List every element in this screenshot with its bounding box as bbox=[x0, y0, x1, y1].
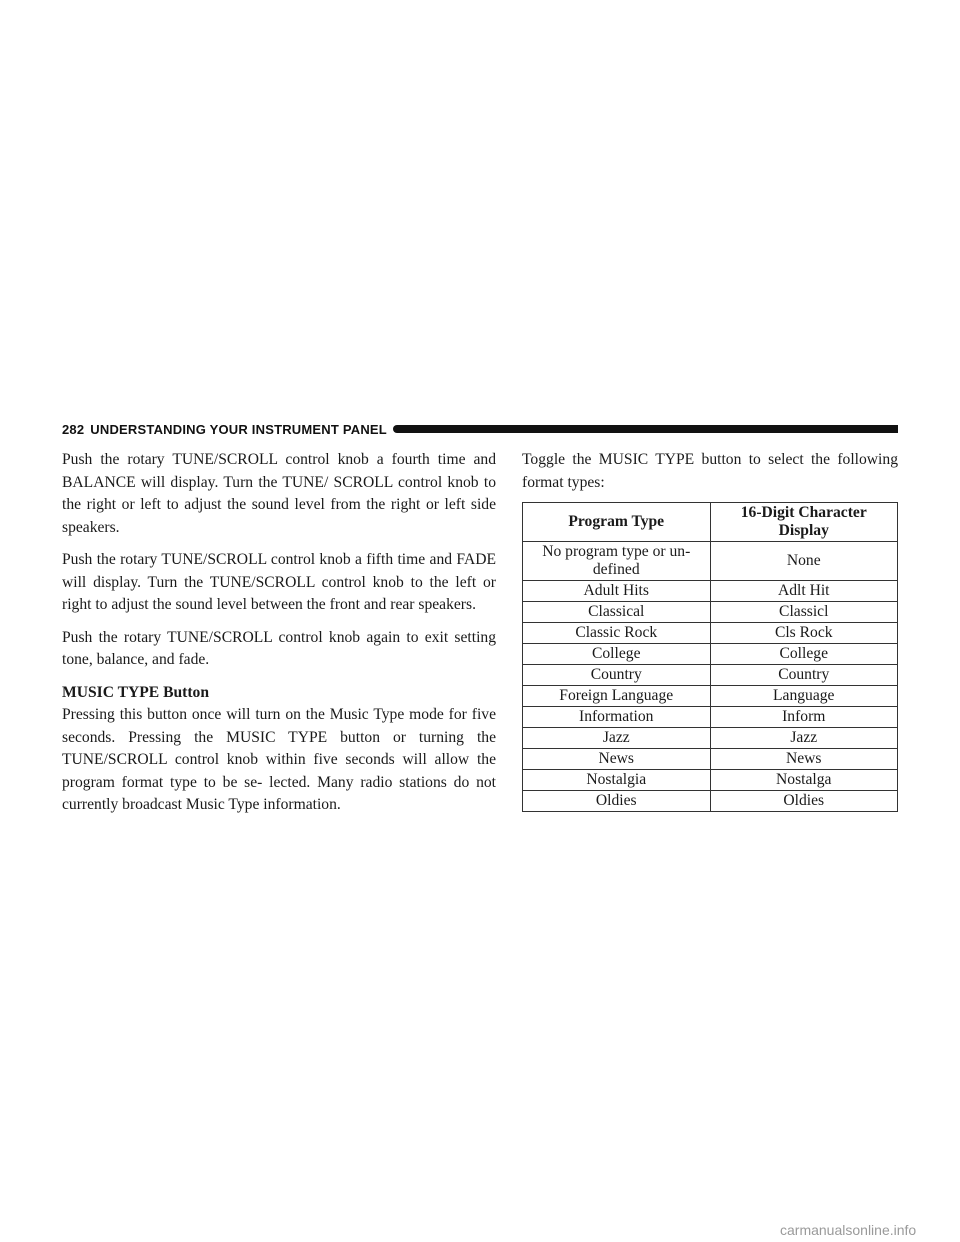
program-type-cell: Oldies bbox=[523, 791, 711, 812]
table-row bbox=[523, 665, 898, 686]
watermark: carmanualsonline.info bbox=[780, 1222, 917, 1238]
table-row bbox=[523, 749, 898, 770]
table-row bbox=[523, 542, 898, 581]
music-type-heading: MUSIC TYPE Button bbox=[62, 683, 210, 701]
balance-paragraph: Push the rotary TUNE/SCROLL control knob a fourth time and BALANCE will display. Turn the TUNE/ SCROLL control knob to the right or left to adjust the sound level from the right or left side speakers. bbox=[62, 451, 496, 536]
table-row bbox=[523, 686, 898, 707]
exit-paragraph: Push the rotary TUNE/SCROLL control knob again to exit setting tone, balance, and fade. bbox=[62, 628, 496, 668]
program-type-cell: Jazz bbox=[523, 728, 711, 749]
table-header-row bbox=[523, 503, 898, 542]
program-type-cell: Information bbox=[523, 707, 711, 728]
display-cell: Oldies bbox=[710, 791, 898, 812]
table-intro: Toggle the MUSIC TYPE button to select the following format types: bbox=[522, 451, 898, 491]
display-cell: Adlt Hit bbox=[710, 581, 898, 602]
header-program-type: Program Type bbox=[523, 503, 711, 542]
page-number: 282 bbox=[62, 421, 85, 437]
table-row bbox=[523, 644, 898, 665]
display-cell: Classicl bbox=[710, 602, 898, 623]
table-row bbox=[523, 791, 898, 812]
section-title: UNDERSTANDING YOUR INSTRUMENT PANEL bbox=[90, 421, 387, 437]
program-type-cell: Foreign Language bbox=[523, 686, 711, 707]
program-type-cell: No program type or un- defined bbox=[523, 542, 711, 581]
program-type-cell: Country bbox=[523, 665, 711, 686]
display-cell: None bbox=[710, 542, 898, 581]
left-column bbox=[62, 449, 496, 827]
fade-paragraph: Push the rotary TUNE/SCROLL control knob a fifth time and FADE will display. Turn the TUNE/SCROLL control knob to the left or right to adjust the sound level between the front and rear speakers. bbox=[62, 551, 496, 613]
program-type-cell: News bbox=[523, 749, 711, 770]
display-cell: Language bbox=[710, 686, 898, 707]
display-cell: Jazz bbox=[710, 728, 898, 749]
table-row bbox=[523, 707, 898, 728]
display-cell: Country bbox=[710, 665, 898, 686]
table-row bbox=[523, 728, 898, 749]
display-cell: Cls Rock bbox=[710, 623, 898, 644]
program-type-cell: Classical bbox=[523, 602, 711, 623]
display-cell: Inform bbox=[710, 707, 898, 728]
program-type-cell: Nostalgia bbox=[523, 770, 711, 791]
table-row bbox=[523, 581, 898, 602]
display-cell: News bbox=[710, 749, 898, 770]
table-row bbox=[523, 623, 898, 644]
right-column bbox=[522, 449, 898, 812]
program-type-cell: Adult Hits bbox=[523, 581, 711, 602]
table-row bbox=[523, 770, 898, 791]
program-type-cell: College bbox=[523, 644, 711, 665]
header-character-display: 16-Digit Character Display bbox=[710, 503, 898, 542]
page-header bbox=[62, 419, 898, 439]
music-type-table bbox=[522, 502, 898, 812]
music-type-paragraph: Pressing this button once will turn on the Music Type mode for five seconds. Pressing the MUSIC TYPE button or turning the TUNE/SCROLL control knob within five seconds will allow the program format type to be se- lected. Many radio stations do not currently broadcast Music Type information. bbox=[62, 706, 496, 813]
display-cell: Nostalga bbox=[710, 770, 898, 791]
display-cell: College bbox=[710, 644, 898, 665]
header-rule bbox=[393, 425, 898, 433]
program-type-cell: Classic Rock bbox=[523, 623, 711, 644]
table-row bbox=[523, 602, 898, 623]
